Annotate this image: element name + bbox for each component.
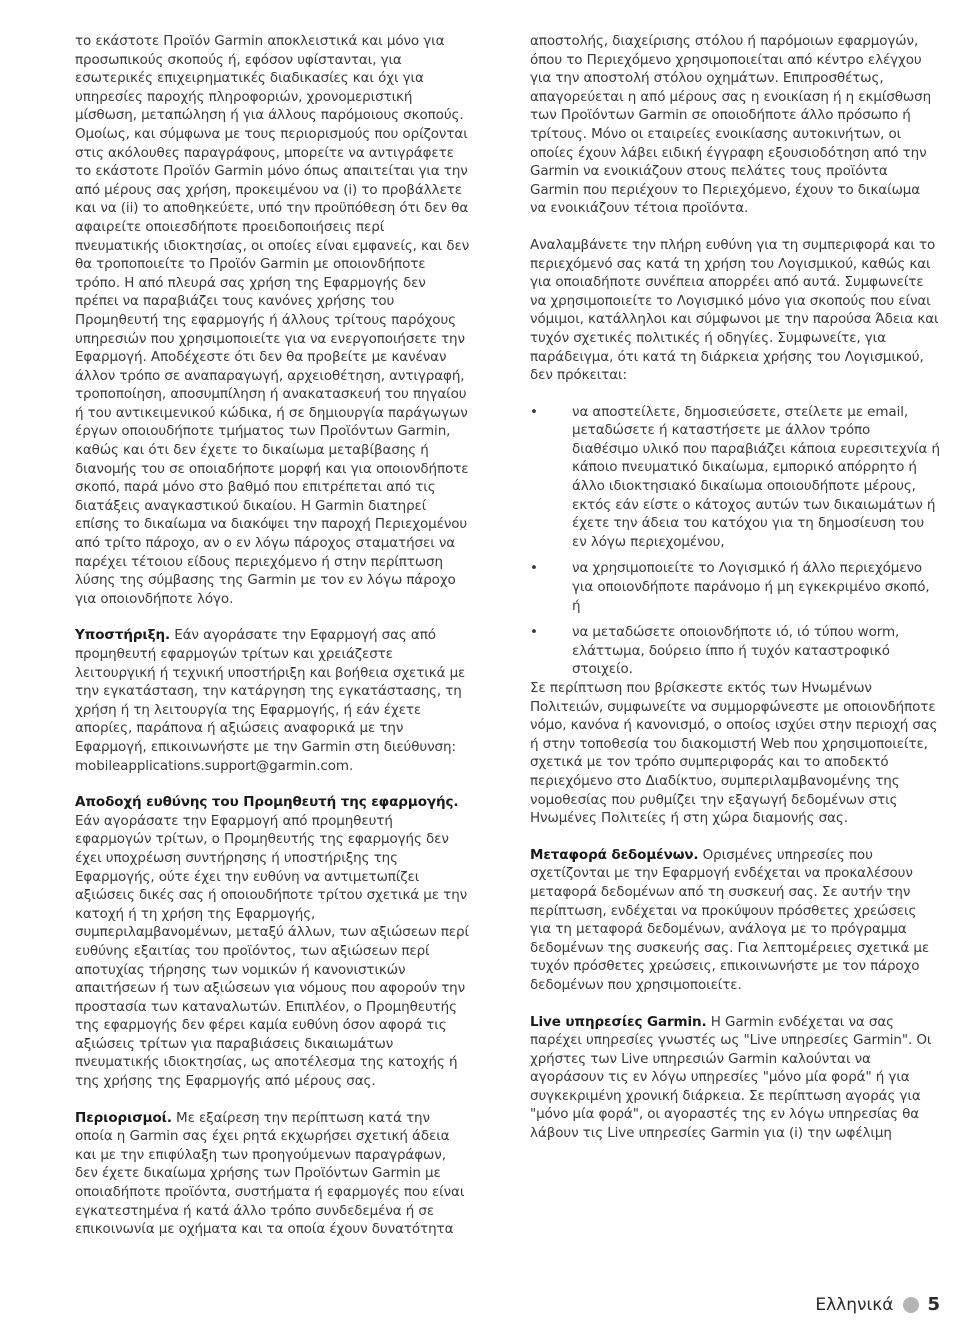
restrictions-heading: Περιορισμοί.: [75, 1109, 172, 1126]
disclaimer-text: Εάν αγοράσατε την Εφαρμογή από προμηθευτή εφαρμογών τρίτων, ο Προμηθευτής της εφαρμογής δεν έχει υποχρέωση συντήρησης ή υποστήριξης της Εφαρμογής, ούτε έχει την ευθύνη να αντιμετωπίζει αξιώσεις δικές σας ή οποιουδήποτε τρίτου σχετικά με την κατοχή ή τη χρήση της Εφαρμογής, συμπεριλαμβανομένων, μεταξύ άλλων, των αξιώσεων περί ευθύνης εξαιτίας του προϊόντος, των αξιώσεων περί αποτυχίας τήρησης των νομικών ή κανονιστικών απαιτήσεων ή των αξιώσεων για νόμους που αφορούν την προστασία των καταναλωτών. Επιπλέον, ο Προμηθευτής της εφαρμογής δεν φέρει καμία ευθύνη όσον αφορά τις αξιώσεις τρίτων για παραβιάσεις δικαιωμάτων πνευματικής ιδιοκτησίας, ως αποτέλεσμα της κατοχής ή της χρήσης της Εφαρμογής από μέρους σας.: [75, 812, 469, 1090]
license-paragraph: το εκάστοτε Προϊόν Garmin αποκλειστικά και μόνο για προσωπικούς σκοπούς ή, εφόσον υφίστανται, για εσωτερικές επιχειρηματικές διαδικασίες και όχι για υπηρεσίες παροχής πληροφοριών, χρονομεριστική μίσθωση, μεταπώληση ή για άλλους παρόμοιους σκοπούς. Ομοίως, και σύμφωνα με τους περιορισμούς που ορίζονται στις ακόλουθες παραγράφους, μπορείτε να αντιγράφετε το εκάστοτε Προϊόν Garmin μόνο όπως απαιτείται για την από μέρους σας χρήση, προκειμένου να (i) το προβάλλετε και να (ii) το αποθηκεύετε, υπό την προϋπόθεση ότι δεν θα αφαιρείτε οποιεσδήποτε προειδοποιήσεις περί πνευματικής ιδιοκτησίας, οι οποίες είναι εμφανείς, και δεν θα τροποποιείτε το Προϊόν Garmin με οποιονδήποτε τρόπο. Η από πλευρά σας χρήση της Εφαρμογής δεν πρέπει να παραβιάζει τους κανόνες χρήσης του Προμηθευτή της εφαρμογής ή άλλους τρίτους παρόχους υπηρεσιών που χρησιμοποιείτε για να ενεργοποιήσετε την Εφαρμογή. Αποδέχεστε ότι δεν θα προβείτε με κανέναν άλλον τρόπο σε αναπαραγωγή, αρχειοθέτηση, αντιγραφή, τροποποίηση, αποσυμπίληση ή ανακατασκευή του πηγαίου ή του αντικειμενικού κώδικα, ή σε δημιουργία παράγωγων έργων οποιουδήποτε τμήματος των Προϊόντων Garmin, καθώς και ότι δεν έχετε το δικαίωμα μεταβίβασης ή διανομής του σε οποιαδήποτε μορφή και για οποιονδήποτε σκοπό, παρά μόνο στο βαθμό που επιτρέπεται από τις διατάξεις αναγκαστικού δικαίου. Η Garmin διατηρεί επίσης το δικαίωμα να διακόψει την παροχή Περιεχομένου από τρίτο πάροχο, αν ο εν λόγω πάροχος σταματήσει να παρέχει τέτοιου είδους περιεχόμενο ή στην περίπτωση λύσης της σύμβασης της Garmin με τον εν λόγω πάροχο για οποιονδήποτε λόγο.: [75, 33, 470, 607]
page-number: 5: [927, 1294, 940, 1315]
restrictions-section: [75, 1109, 470, 1239]
right-column: [530, 32, 940, 1143]
live-services-text: Η Garmin ενδέχεται να σας παρέχει υπηρεσίες γνωστές ως "Live υπηρεσίες Garmin". Οι χρήστες των Live υπηρεσιών Garmin καλούνται να αγοράσουν τις εν λόγω υπηρεσίες "μόνο μία φορά" ή για συγκεκριμένη χρονική διάρκεια. Σε περίπτωση αγοράς για "μόνο μία φορά", οι αγοραστές της εν λόγω υπηρεσίας θα λάβουν τις Live υπηρεσίες Garmin για (i) την ωφέλιμη: [530, 1013, 932, 1142]
list-item: • να χρησιμοποιείτε το Λογισμικό ή άλλο περιεχόμενο για οποιονδήποτε παράνομο ή μη εγκεκριμένο σκοπό, ή: [530, 559, 940, 615]
responsibility-paragraph: Αναλαμβάνετε την πλήρη ευθύνη για τη συμπεριφορά και το περιεχόμενό σας κατά τη χρήση του Λογισμικού, καθώς και για οποιαδήποτε συνέπεια απορρέει από αυτά. Συμφωνείτε να χρησιμοποιείτε το Λογισμικό μόνο για σκοπούς που είναι νόμιμοι, κατάλληλοι και σύμφωνοι με την παρούσα Άδεια και τυχόν σχετικές πολιτικές ή οδηγίες. Συμφωνείτε, για παράδειγμα, ότι κατά τη διάρκεια χρήσης του Λογισμικού, δεν πρόκειται:: [530, 236, 939, 384]
disclaimer-heading: Αποδοχή ευθύνης του Προμηθευτή της εφαρμογής.: [75, 794, 459, 811]
restrictions-text: Με εξαίρεση την περίπτωση κατά την οποία η Garmin σας έχει ρητά εκχωρήσει σχετική άδεια και με την επιφύλαξη των προηγούμενων παραγράφων, δεν έχετε δικαίωμα χρήσης των Προϊόντων Garmin με οποιαδήποτε προϊόντα, συστήματα ή εφαρμογές που είναι εγκατεστημένα ή κατά άλλο τρόπο συνδεδεμένα ή σε επικοινωνία με οχήματα και τα οποία έχουν δυνατότητα: [75, 1109, 465, 1238]
live-services-heading: Live υπηρεσίες Garmin.: [530, 1013, 707, 1030]
footer-language: Ελληνικά: [815, 1294, 894, 1315]
live-services-section: [530, 1013, 940, 1143]
list-item: • να αποστείλετε, δημοσιεύσετε, στείλετε με email, μεταδώσετε ή καταστήσετε με άλλον τρόπο διαθέσιμο υλικό που παραβιάζει κάποια ευρεσιτεχνία ή κάποιο πνευματικό δικαίωμα, εμπορικό απόρρητο ή άλλο ιδιοκτησιακό δικαίωμα οποιουδήποτε μέρους, εκτός εάν είστε ο κάτοχος αυτών των δικαιωμάτων ή έχετε την άδεια του κατόχου για τη δημοσίευση του εν λόγω περιεχομένου,: [530, 403, 940, 552]
list-item: • να μεταδώσετε οποιονδήποτε ιό, ιό τύπου worm, ελάττωμα, δούρειο ίππο ή τυχόν καταστροφικό στοιχείο.: [530, 623, 940, 679]
rental-paragraph: αποστολής, διαχείρισης στόλου ή παρόμοιων εφαρμογών, όπου το Περιεχόμενο χρησιμοποιείται από κέντρο ελέγχου για την αποστολή στόλου οχημάτων. Επιπροσθέτως, απαγορεύεται η από μέρους σας η ενοικίαση ή η εκμίσθωση των Προϊόντων Garmin σε οποιοδήποτε άλλο πρόσωπο ή τρίτους. Μόνο οι εταιρείες ενοικίασης αυτοκινήτων, οι οποίες έχουν λάβει ειδική έγγραφη εξουσιοδότηση από την Garmin να ενοικιάζουν στους πελάτες τους προϊόντα Garmin που περιέχουν το Περιεχόμενο, έχουν το δικαίωμα να ενοικιάζουν τέτοια προϊόντα.: [530, 33, 932, 217]
support-heading: Υποστήριξη.: [75, 627, 171, 644]
support-text: Εάν αγοράσατε την Εφαρμογή σας από προμηθευτή εφαρμογών τρίτων και χρειάζεστε λειτουργική ή τεχνική υποστήριξη και βοήθεια σχετικά με την εγκατάσταση, την κατάργηση της εγκατάστασης, τη χρήση ή τη λειτουργία της Εφαρμογής, ή εάν έχετε απορίες, παράπονα ή αξιώσεις αναφορικά με την Εφαρμογή, επικοινωνήστε με την Garmin στη διεύθυνση: mobileapplications.support@garmin.com.: [75, 627, 466, 774]
page-footer: [815, 1294, 940, 1315]
prohibited-list: [530, 403, 940, 679]
data-transfer-section: [530, 846, 940, 995]
data-transfer-text: Ορισμένες υπηρεσίες που σχετίζονται με την Εφαρμογή ενδέχεται να προκαλέσουν μεταφορά δεδομένων από τη συσκευή σας. Σε αυτήν την περίπτωση, ενδέχεται να προκύψουν πρόσθετες χρεώσεις για τη μεταφορά δεδομένων, ανάλογα με το πρόγραμμα δεδομένων της συσκευής σας. Για λεπτομέρειες σχετικά με τυχόν πρόσθετες χρεώσεις, επικοινωνήστε με τον πάροχο δεδομένων που χρησιμοποιείτε.: [530, 846, 930, 993]
data-transfer-heading: Μεταφορά δεδομένων.: [530, 846, 699, 863]
left-column: [75, 32, 470, 1239]
circle-icon: [903, 1297, 919, 1313]
jurisdiction-paragraph: Σε περίπτωση που βρίσκεστε εκτός των Ηνωμένων Πολιτειών, συμφωνείτε να συμμορφώνεστε με οποιονδήποτε νόμο, κανόνα ή κανονισμό, ο οποίος ισχύει στην περιοχή σας ή στην τοποθεσία του διακομιστή Web που χρησιμοποιείτε, σχετικά με τον τρόπο συμπεριφοράς και το αποδεκτό περιεχόμενο στο Διαδίκτυο, συμπεριλαμβανομένης της νομοθεσίας που ρυθμίζει την εξαγωγή δεδομένων στις Ηνωμένες Πολιτείες ή στη χώρα διαμονής σας.: [530, 680, 938, 827]
support-section: [75, 626, 470, 775]
